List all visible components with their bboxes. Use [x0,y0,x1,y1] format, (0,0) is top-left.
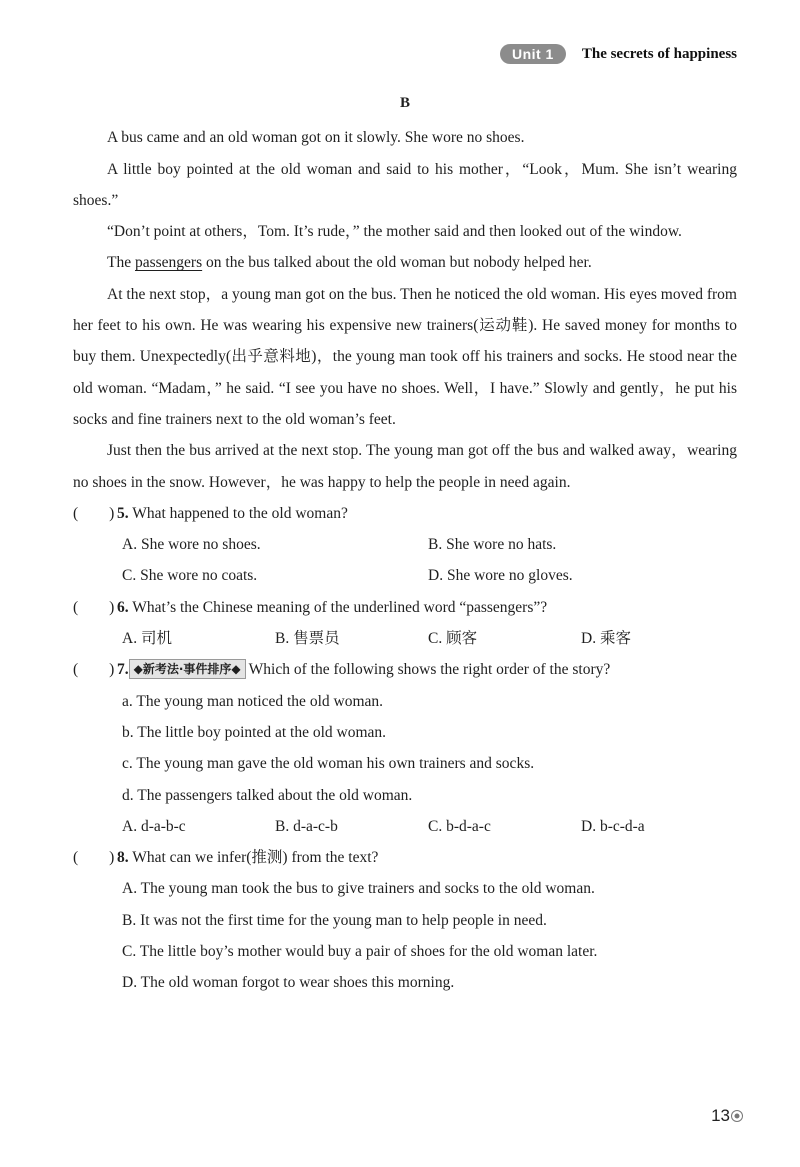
event-b: b. The little boy pointed at the old woman. [122,723,387,741]
option-a[interactable]: A. She wore no shoes. [122,536,261,554]
passage-paragraph: Just then the bus arrived at the next stop. The young man got off the bus and walked away，wearing no shoes in the snow. However，he was happy to help the people in need again. [73,442,737,491]
answer-blank[interactable]: ( ) [73,849,115,867]
page-marker-icon [732,1111,742,1121]
passage-paragraph: A little boy pointed at the old woman and said to his mother，“Look，Mum. She isn’t wearing shoes.” [73,160,737,209]
question-7 [73,654,737,685]
event-a: a. The young man noticed the old woman. [122,692,384,710]
answer-blank[interactable]: ( ) [73,504,115,522]
page-number [711,1106,742,1126]
question-5 [73,498,737,529]
question-number: 8. [117,849,129,867]
option-d[interactable]: D. The old woman forgot to wear shoes this morning. [122,974,455,992]
option-d[interactable]: D. 乘客 [581,630,631,648]
new-question-type-badge: ◆新考法·事件排序◆ [129,659,246,679]
option-a[interactable]: A. The young man took the bus to give trainers and socks to the old woman. [122,880,595,898]
options-q7 [73,811,737,842]
option-b[interactable]: B. She wore no hats. [428,536,557,554]
page-header [500,44,737,64]
question-8 [73,842,737,873]
option-b[interactable]: B. It was not the first time for the young man to help people in need. [122,911,547,929]
page-content [73,88,737,999]
passage-paragraph: “Don’t point at others，Tom. It’s rude，” the mother said and then looked out of the window. [107,223,682,241]
question-number: 5. [117,504,129,522]
option-c[interactable]: C. b-d-a-c [428,817,491,835]
answer-blank[interactable]: ( ) [73,598,115,616]
option-c[interactable]: C. 顾客 [428,630,478,648]
option-b[interactable]: B. d-a-c-b [275,817,338,835]
unit-badge: Unit 1 [500,44,566,64]
option-d[interactable]: D. She wore no gloves. [428,567,573,585]
option-b[interactable]: B. 售票员 [275,630,340,648]
passage-paragraph: The passengers on the bus talked about the old woman but nobody helped her. [107,254,592,272]
underlined-word: passengers [134,254,203,272]
question-number: 6. [117,598,129,616]
option-c[interactable]: C. She wore no coats. [122,567,258,585]
options-q5 [73,529,737,592]
options-q6 [73,623,737,654]
option-d[interactable]: D. b-c-d-a [581,817,645,835]
option-a[interactable]: A. d-a-b-c [122,817,186,835]
option-a[interactable]: A. 司机 [122,630,172,648]
unit-title: The secrets of happiness [581,45,737,62]
question-text: What’s the Chinese meaning of the underlined word “passengers”? [128,598,548,616]
event-d: d. The passengers talked about the old woman. [122,786,413,804]
question-6 [73,592,737,623]
page-number-text: 13 [711,1106,730,1125]
question-text: What can we infer(推测) from the text? [128,849,379,867]
question-text: What happened to the old woman? [128,504,348,522]
passage-paragraph: At the next stop，a young man got on the bus. Then he noticed the old woman. His eyes moved from her feet to his own. He was wearing his expensive new trainers(运动鞋). He saved money for months to buy them. Unexpectedly(出乎意料地)，the young man took off his trainers and socks. He stood near the old woman. “Madam，” he said. “I see you have no shoes. Well，I have.” Slowly and gently，he put his socks and fine trainers next to the old woman’s feet. [73,285,737,428]
question-text: Which of the following shows the right order of the story? [248,661,611,679]
passage-paragraph: A bus came and an old woman got on it slowly. She wore no shoes. [107,129,525,147]
event-c: c. The young man gave the old woman his own trainers and socks. [122,755,535,773]
question-number: 7. [117,661,129,679]
section-label: B [399,95,410,111]
option-c[interactable]: C. The little boy’s mother would buy a pair of shoes for the old woman later. [122,943,598,961]
answer-blank[interactable]: ( ) [73,661,115,679]
